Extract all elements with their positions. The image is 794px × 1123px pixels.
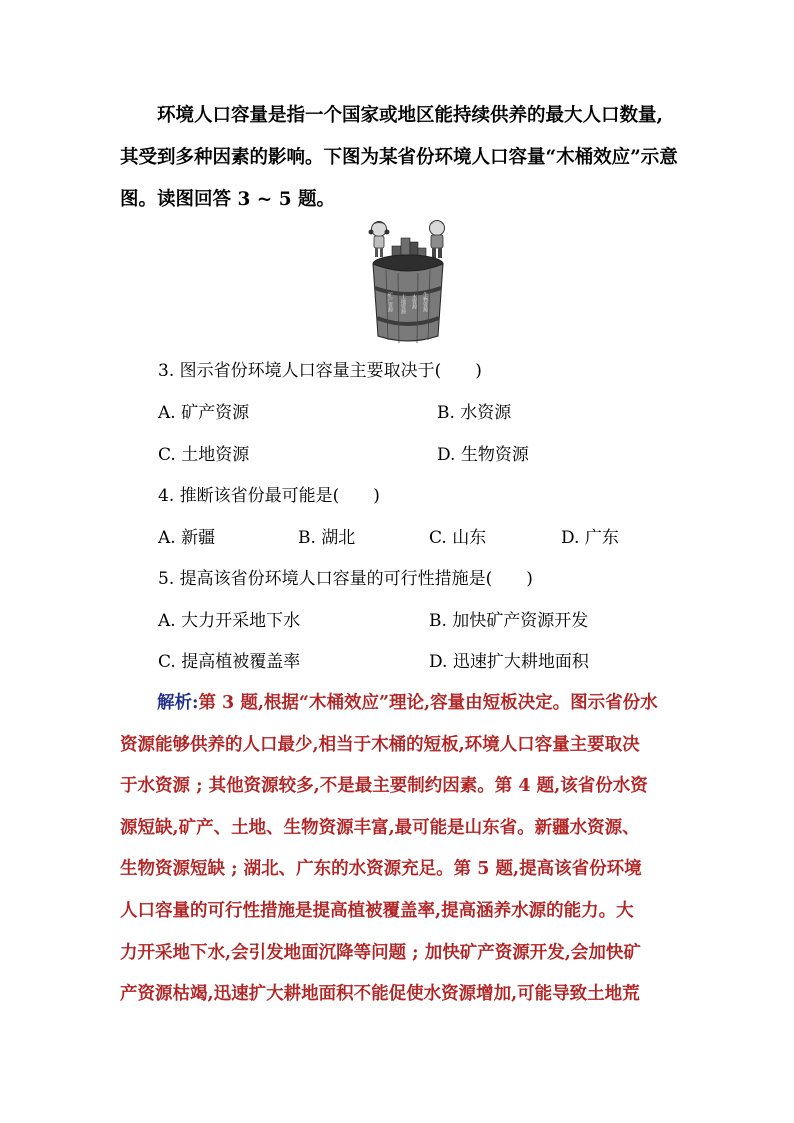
q5-option-b: B. 加快矿产资源开发 [429,611,589,631]
analysis-line: 力开采地下水,会引发地面沉降等问题 ; 加快矿产资源开发,会加快矿 [120,942,641,963]
analysis-line: 人口容量的可行性措施是提高植被覆盖率,提高涵养水源的能力。大 [120,900,634,921]
question-5-stem: 5. 提高该省份环境人口容量的可行性措施是( ) [158,569,533,589]
stave-label-2: 土地资源 [400,294,406,314]
q3-option-a: A. 矿产资源 [158,403,250,423]
analysis-line: 生物资源短缺 ; 湖北、广东的水资源充足。第 5 题,提高该省份环境 [120,859,642,880]
q3-option-b: B. 水资源 [437,403,512,423]
stave-label-4: 生物资源 [422,292,428,312]
wooden-bucket-figure [368,218,448,346]
question-4-stem: 4. 推断该省份最可能是( ) [158,486,380,506]
intro-line: 其受到多种因素的影响。下图为某省份环境人口容量“木桶效应”示意 [120,147,678,168]
analysis-text: 第 3 题,根据“木桶效应”理论,容量由短板决定。图示省份水 [198,693,658,713]
q4-option-c: C. 山东 [429,528,487,548]
intro-line: 图。读图回答 3 ~ 5 题。 [120,189,336,210]
q3-option-d: D. 生物资源 [437,445,529,465]
analysis-first-line [120,683,680,725]
q5-option-a: A. 大力开采地下水 [158,611,301,631]
analysis-line: 源短缺,矿产、土地、生物资源丰富,最可能是山东省。新疆水资源、 [120,817,640,838]
analysis-line: 资源能够供养的人口最少,相当于木桶的短板,环境人口容量主要取决 [120,734,640,755]
bucket-illustration [368,218,448,346]
intro-line: 环境人口容量是指一个国家或地区能持续供养的最大人口数量, [157,105,663,126]
analysis-line: 于水资源 ; 其他资源较多,不是最主要制约因素。第 4 题,该省份水资 [120,776,648,797]
analysis-label: 解析: [157,693,199,713]
q3-option-c: C. 土地资源 [158,445,250,465]
q4-option-a: A. 新疆 [158,528,216,548]
q5-option-d: D. 迅速扩大耕地面积 [429,652,589,672]
boy-figure [429,221,445,259]
stave-label-3: 水资源 [411,294,417,309]
stave-label-1: 矿产资源 [387,292,393,312]
analysis-line: 产资源枯竭,迅速扩大耕地面积不能促使水资源增加,可能导致土地荒 [120,984,640,1005]
girl-figure [369,222,390,258]
analysis-block [120,683,680,1016]
bucket-body [373,255,443,343]
q4-option-b: B. 湖北 [298,528,356,548]
q5-option-c: C. 提高植被覆盖率 [158,652,301,672]
intro-paragraph [120,95,690,221]
question-3-stem: 3. 图示省份环境人口容量主要取决于( ) [158,361,482,381]
q4-option-d: D. 广东 [561,528,619,548]
